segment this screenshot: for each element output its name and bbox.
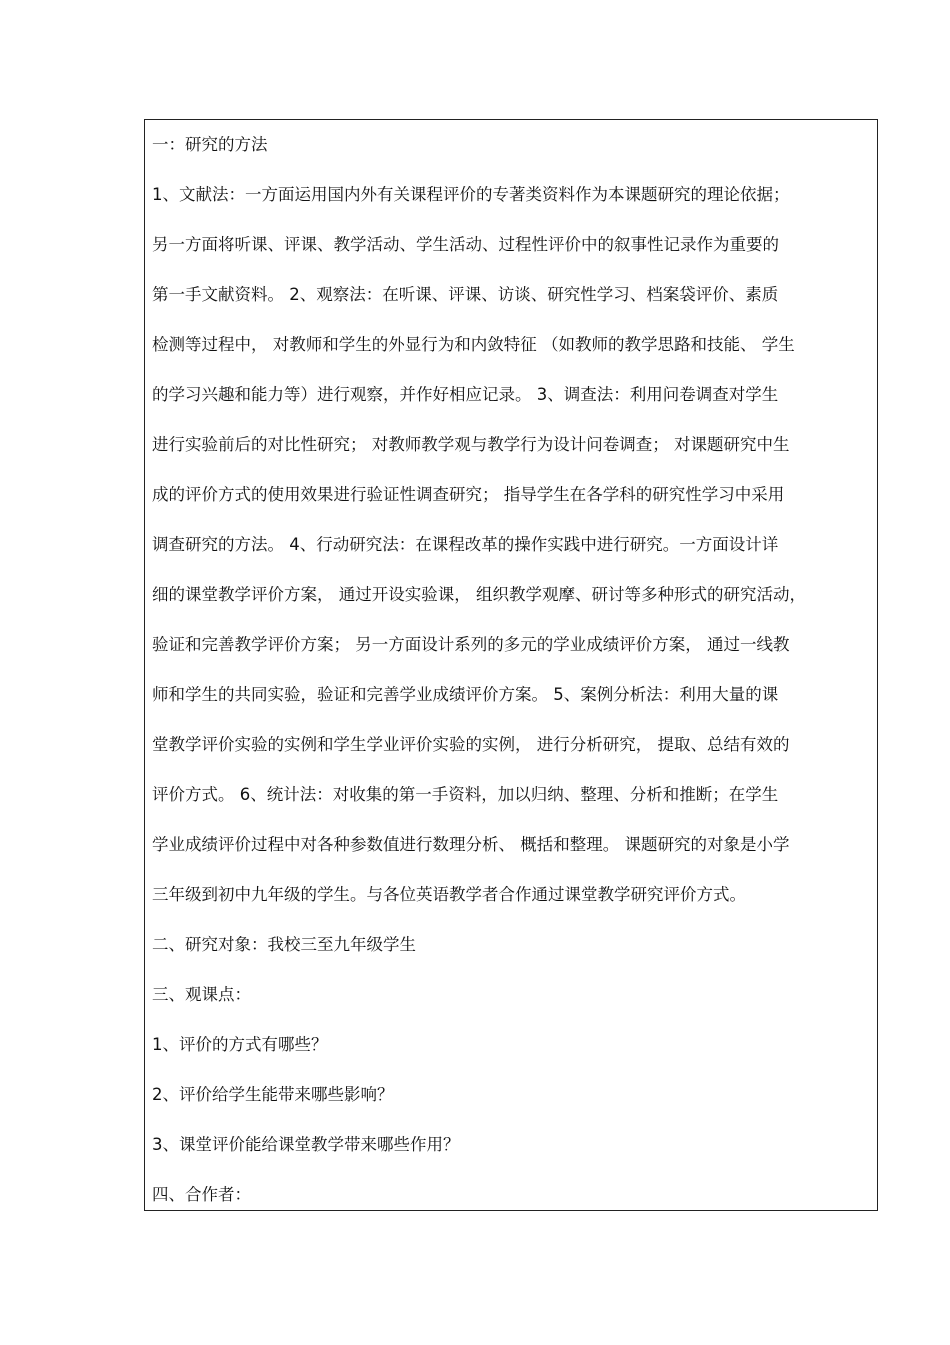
paragraph-line: 成的评价方式的使用效果进行验证性调查研究； 指导学生在各学科的研究性学习中采用 — [152, 485, 785, 504]
paragraph-line: 细的课堂教学评价方案， 通过开设实验课， 组织教学观摩、研讨等多种形式的研究活动， — [152, 585, 806, 604]
heading-observation-points: 三、观课点： — [152, 985, 251, 1004]
paragraph-line: 的学习兴趣和能力等）进行观察，并作好相应记录。 3、调查法：利用问卷调查对学生 — [152, 385, 779, 404]
paragraph-line: 检测等过程中， 对教师和学生的外显行为和内敛特征 （如教师的教学思路和技能、 学生 — [152, 335, 795, 354]
list-item: 3、课堂评价能给课堂教学带来哪些作用？ — [152, 1135, 460, 1154]
paragraph-line: 第一手文献资料。 2、观察法：在听课、评课、访谈、研究性学习、档案袋评价、素质 — [152, 285, 779, 304]
list-item: 2、评价给学生能带来哪些影响？ — [152, 1085, 394, 1104]
paragraph-line: 评价方式。 6、统计法：对收集的第一手资料，加以归纳、整理、分析和推断；在学生 — [152, 785, 779, 804]
paragraph-line: 验证和完善教学评价方案； 另一方面设计系列的多元的学业成绩评价方案， 通过一线教 — [152, 635, 790, 654]
paragraph-line: 进行实验前后的对比性研究； 对教师教学观与教学行为设计问卷调查； 对课题研究中生 — [152, 435, 790, 454]
list-item: 1、评价的方式有哪些？ — [152, 1035, 328, 1054]
paragraph-line: 调查研究的方法。 4、行动研究法：在课程改革的操作实践中进行研究。一方面设计详 — [152, 535, 779, 554]
document-table-cell — [144, 119, 878, 1211]
paragraph-line: 另一方面将听课、评课、教学活动、学生活动、过程性评价中的叙事性记录作为重要的 — [152, 235, 779, 254]
heading-research-subjects: 二、研究对象：我校三至九年级学生 — [152, 935, 416, 954]
paragraph-line: 学业成绩评价过程中对各种参数值进行数理分析、 概括和整理。 课题研究的对象是小学 — [152, 835, 790, 854]
paragraph-line: 三年级到初中九年级的学生。与各位英语教学者合作通过课堂教学研究评价方式。 — [152, 885, 746, 904]
paragraph-line: 1、文献法：一方面运用国内外有关课程评价的专著类资料作为本课题研究的理论依据； — [152, 185, 790, 204]
paragraph-line: 师和学生的共同实验，验证和完善学业成绩评价方案。 5、案例分析法：利用大量的课 — [152, 685, 779, 704]
paragraph-line: 堂教学评价实验的实例和学生学业评价实验的实例， 进行分析研究， 提取、总结有效的 — [152, 735, 790, 754]
heading-collaborators: 四、合作者： — [152, 1185, 251, 1204]
heading-research-methods: 一：研究的方法 — [152, 135, 268, 154]
